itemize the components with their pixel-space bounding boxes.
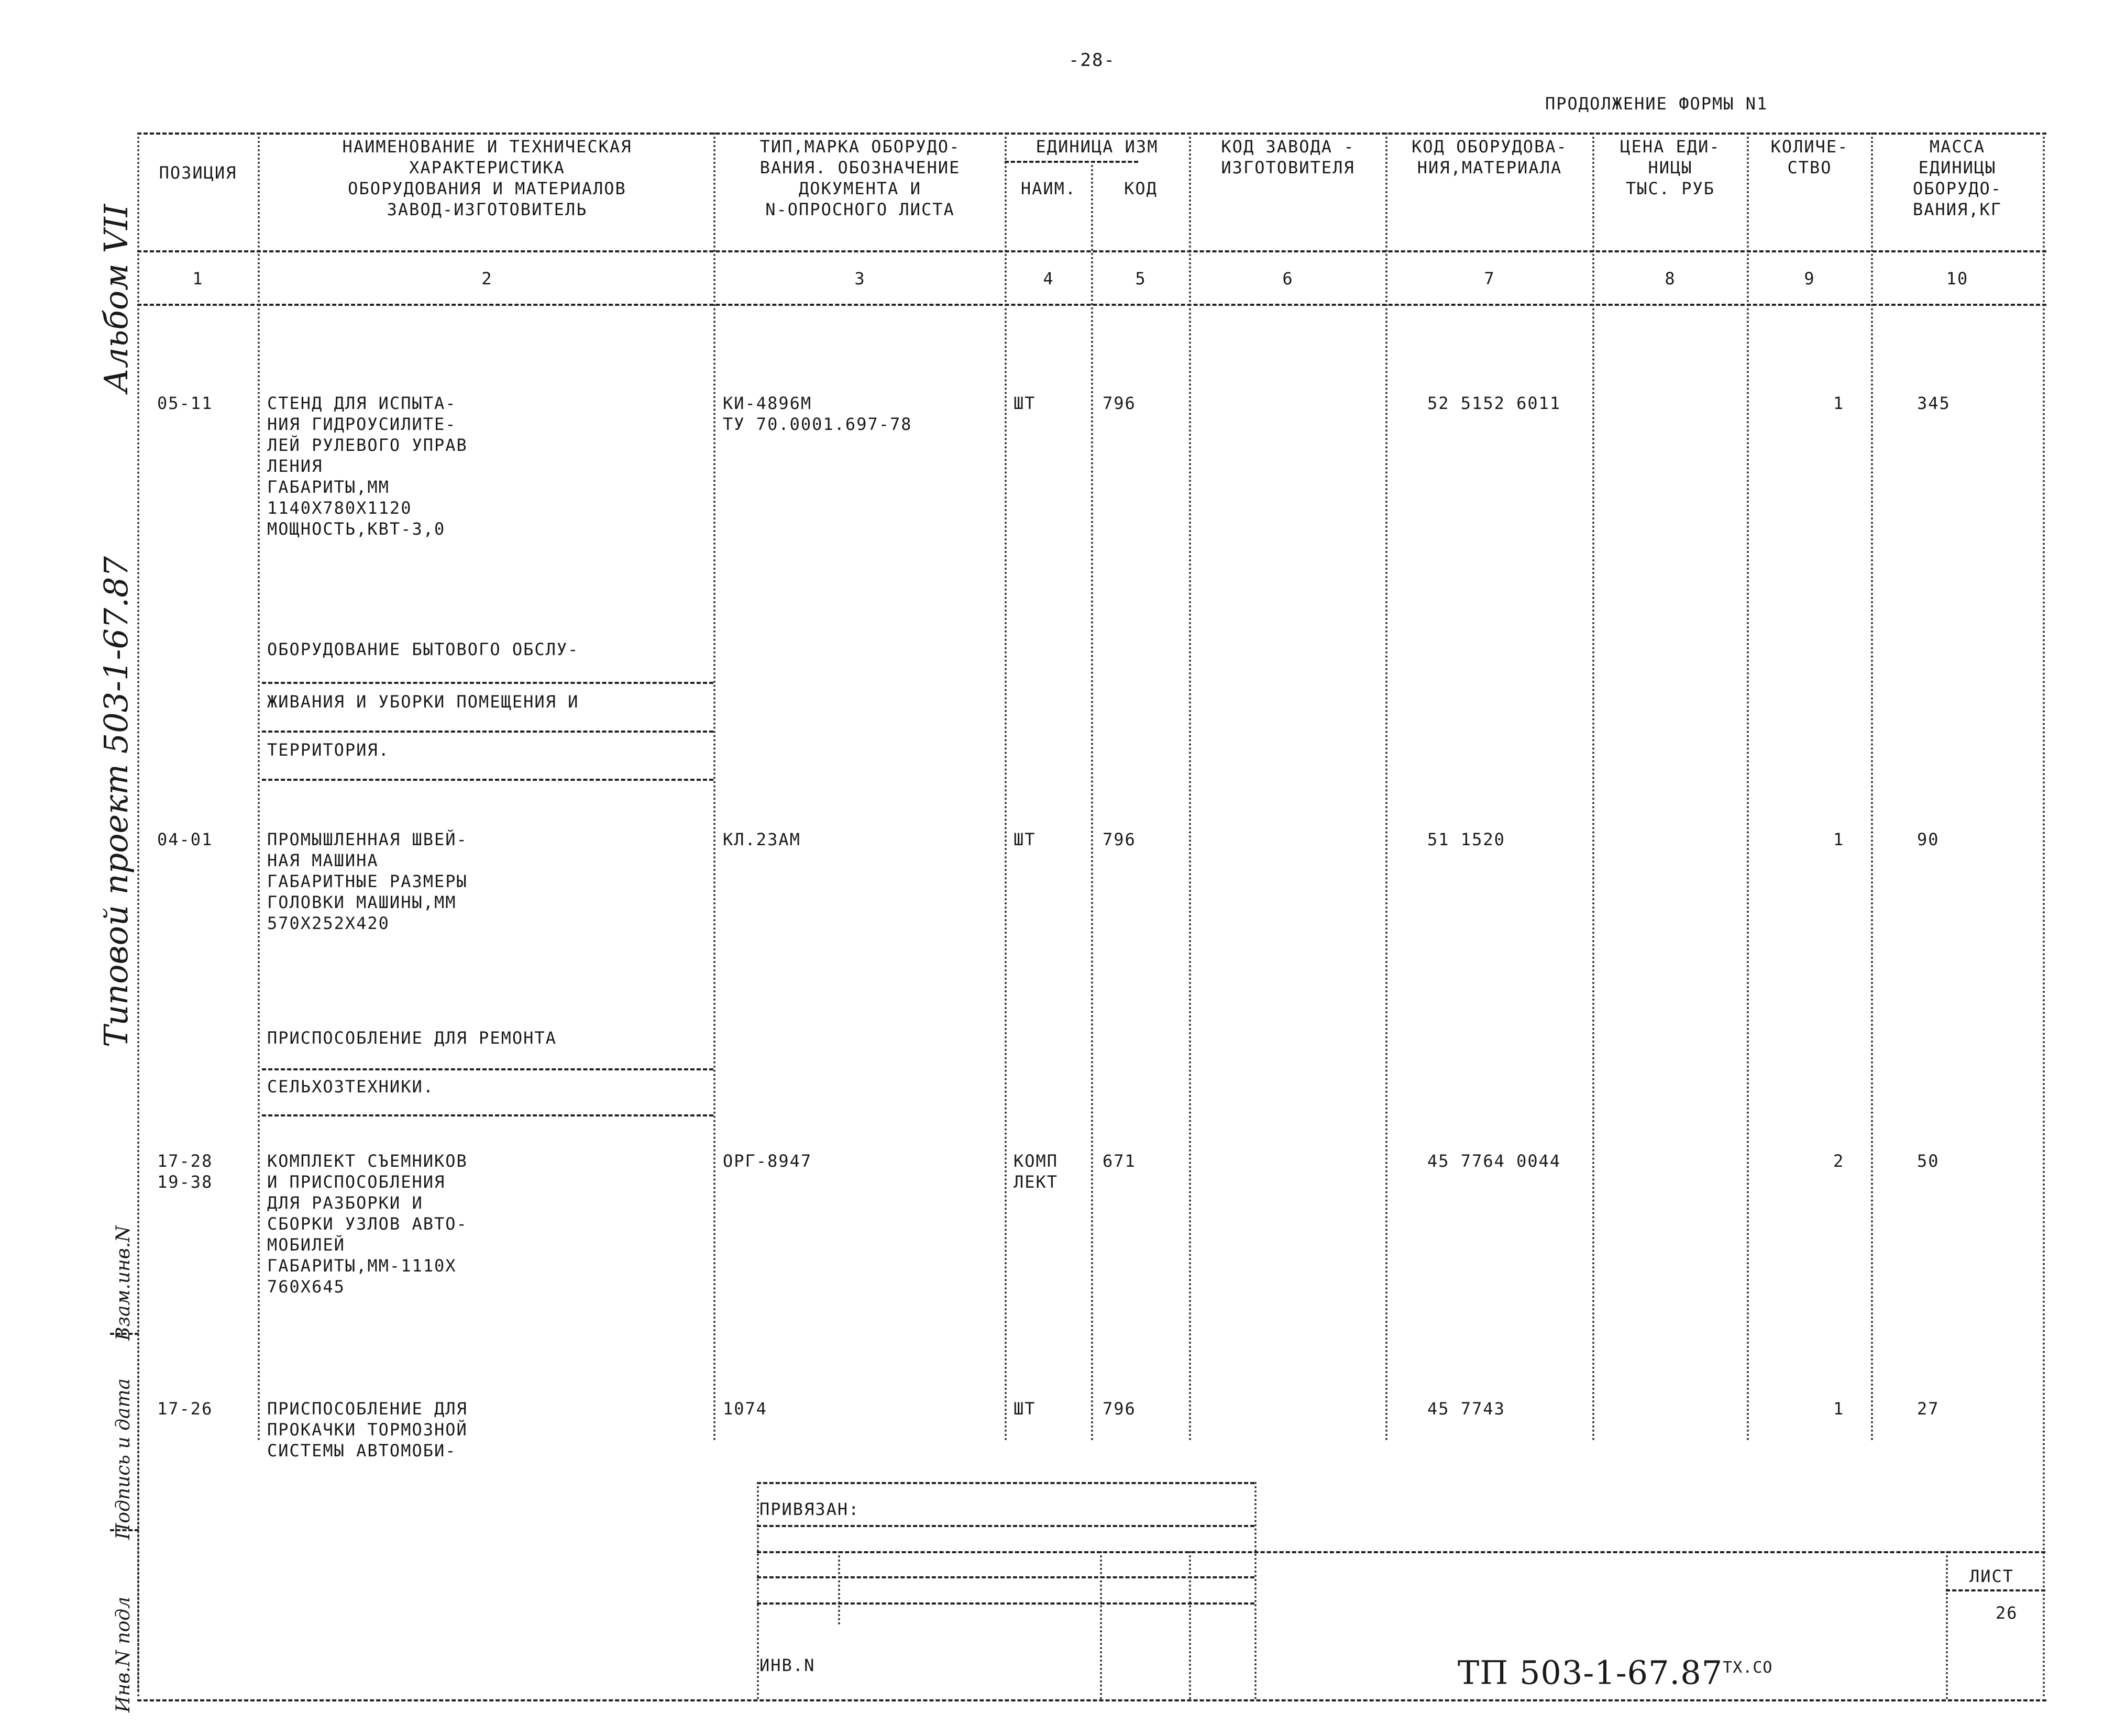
header-unit: ЕДИНИЦА ИЗМ bbox=[1036, 137, 1159, 157]
colnum-3: 3 bbox=[854, 269, 866, 289]
colnum-10: 10 bbox=[1946, 269, 1969, 289]
section-line: ТЕРРИТОРИЯ. bbox=[267, 740, 390, 760]
section-rule bbox=[262, 1068, 713, 1070]
row-mass: 90 bbox=[1917, 830, 1940, 849]
side-album-label: Альбом VII bbox=[97, 204, 135, 393]
title-block-sep bbox=[1100, 1551, 1102, 1699]
colnum-2: 2 bbox=[481, 269, 493, 289]
col-sep-2 bbox=[713, 132, 715, 1442]
header-position: ПОЗИЦИЯ bbox=[159, 163, 237, 183]
section-line: ЖИВАНИЯ И УБОРКИ ПОМЕЩЕНИЯ И bbox=[267, 692, 579, 712]
row-position: 04-01 bbox=[157, 830, 213, 849]
document-code-main: ТП 503-1-67.87 bbox=[1457, 1653, 1723, 1692]
title-block-sep bbox=[1946, 1551, 1948, 1699]
col-sep-4 bbox=[1091, 161, 1093, 1442]
row-unit-code: 671 bbox=[1103, 1151, 1136, 1171]
section-line: ПРИСПОСОБЛЕНИЕ ДЛЯ РЕМОНТА bbox=[267, 1028, 557, 1048]
row-unit: ШТ bbox=[1014, 830, 1036, 849]
row-unit: ШТ bbox=[1014, 393, 1036, 413]
row-position: 17-26 bbox=[157, 1399, 213, 1419]
title-block-sep bbox=[757, 1482, 759, 1699]
header-mass: МАССА ЕДИНИЦЫ ОБОРУДО- ВАНИЯ,КГ bbox=[1912, 137, 2002, 219]
row-quantity: 1 bbox=[1833, 393, 1845, 413]
side-stamp-signature: Подпись и дата bbox=[113, 1378, 134, 1540]
row-equipment-code: 52 5152 6011 bbox=[1427, 393, 1561, 413]
col-sep-3 bbox=[1005, 132, 1007, 1442]
title-block-sep bbox=[1189, 1551, 1191, 1699]
stamp-divider-1 bbox=[110, 1333, 139, 1335]
row-unit: ШТ bbox=[1014, 1399, 1036, 1419]
attached-label: ПРИВЯЗАН: bbox=[759, 1499, 860, 1519]
stamp-divider-2 bbox=[110, 1529, 139, 1531]
col-sep-0 bbox=[137, 132, 139, 1698]
col-sep-9 bbox=[1871, 132, 1873, 1442]
section-rule bbox=[262, 731, 713, 733]
row-mass: 50 bbox=[1917, 1151, 1940, 1171]
sheet-label: ЛИСТ bbox=[1969, 1566, 2014, 1586]
section-line: ОБОРУДОВАНИЕ БЫТОВОГО ОБСЛУ- bbox=[267, 639, 579, 659]
page-number: -28- bbox=[1068, 50, 1116, 71]
document-code-suffix: ТХ.СО bbox=[1723, 1658, 1773, 1677]
title-block-sep bbox=[1254, 1482, 1257, 1699]
title-block-top-rule bbox=[757, 1482, 1254, 1484]
row-equipment-code: 51 1520 bbox=[1427, 830, 1505, 849]
col-sep-1 bbox=[258, 132, 260, 1442]
row-type: КЛ.23АМ bbox=[723, 830, 801, 849]
colnum-8: 8 bbox=[1665, 269, 1676, 289]
row-name: СТЕНД ДЛЯ ИСПЫТА- НИЯ ГИДРОУСИЛИТЕ- ЛЕЙ РУЛЕВОГО УПРАВ ЛЕНИЯ ГАБАРИТЫ,ММ 1140X780X1120 МОЩНОСТЬ,КВТ-3,0 bbox=[267, 393, 468, 539]
col-sep-5 bbox=[1189, 132, 1191, 1442]
title-block-rule bbox=[757, 1525, 1254, 1527]
row-name: ПРОМЫШЛЕННАЯ ШВЕЙ- НАЯ МАШИНА ГАБАРИТНЫЕ РАЗМЕРЫ ГОЛОВКИ МАШИНЫ,ММ 570X252X420 bbox=[267, 830, 468, 933]
colnum-6: 6 bbox=[1282, 269, 1294, 289]
colnum-1: 1 bbox=[192, 269, 204, 289]
col-sep-8 bbox=[1747, 132, 1749, 1442]
sheet-number: 26 bbox=[1996, 1603, 2018, 1623]
row-position: 05-11 bbox=[157, 393, 213, 413]
row-unit-code: 796 bbox=[1103, 830, 1136, 849]
row-unit-code: 796 bbox=[1103, 1399, 1136, 1419]
section-line: СЕЛЬХОЗТЕХНИКИ. bbox=[267, 1077, 434, 1097]
document-code bbox=[1414, 1605, 1772, 1736]
row-name: ПРИСПОСОБЛЕНИЕ ДЛЯ ПРОКАЧКИ ТОРМОЗНОЙ СИСТЕМЫ АВТОМОБИ- bbox=[267, 1399, 468, 1461]
title-block-rule bbox=[757, 1576, 1254, 1578]
row-equipment-code: 45 7743 bbox=[1427, 1399, 1505, 1419]
header-quantity: КОЛИЧЕ- СТВО bbox=[1770, 137, 1849, 178]
colnum-5: 5 bbox=[1135, 269, 1147, 289]
section-rule bbox=[262, 1114, 713, 1116]
title-block-sep bbox=[838, 1551, 840, 1624]
row-quantity: 2 bbox=[1833, 1151, 1845, 1171]
row-quantity: 1 bbox=[1833, 830, 1845, 849]
header-unit-code: КОД bbox=[1124, 179, 1158, 198]
title-block-rule bbox=[757, 1551, 2045, 1553]
header-type: ТИП,МАРКА ОБОРУДО- ВАНИЯ. ОБОЗНАЧЕНИЕ ДОКУМЕНТА И N-ОПРОСНОГО ЛИСТА bbox=[759, 137, 961, 219]
col-sep-10 bbox=[2043, 132, 2045, 1698]
col-sep-7 bbox=[1592, 132, 1594, 1442]
sheet-rule bbox=[1946, 1589, 2045, 1591]
row-mass: 27 bbox=[1917, 1399, 1940, 1419]
section-rule bbox=[262, 682, 713, 684]
row-name: КОМПЛЕКТ СЪЕМНИКОВ И ПРИСПОСОБЛЕНИЯ ДЛЯ РАЗБОРКИ И СБОРКИ УЗЛОВ АВТО- МОБИЛЕЙ ГАБАРИТЫ,ММ-1110X 760X645 bbox=[267, 1151, 468, 1297]
row-unit-code: 796 bbox=[1103, 393, 1136, 413]
side-stamp-replaced: Взам.инв.N bbox=[113, 1225, 134, 1341]
header-price: ЦЕНА ЕДИ- НИЦЫ ТЫС. РУБ bbox=[1620, 137, 1721, 198]
colnum-9: 9 bbox=[1804, 269, 1815, 289]
header-equipment-code: КОД ОБОРУДОВА- НИЯ,МАТЕРИАЛА bbox=[1412, 137, 1568, 178]
row-type: 1074 bbox=[723, 1399, 768, 1419]
row-type: КИ-4896М ТУ 70.0001.697-78 bbox=[723, 393, 912, 434]
row-type: ОРГ-8947 bbox=[723, 1151, 812, 1171]
row-unit: КОМП ЛЕКТ bbox=[1014, 1151, 1059, 1192]
continuation-label: ПРОДОЛЖЕНИЕ ФОРМЫ N1 bbox=[1545, 94, 1768, 114]
side-stamp-inv: Инв.N подл bbox=[113, 1596, 134, 1712]
table-top-rule bbox=[137, 132, 2046, 135]
row-position: 17-28 19-38 bbox=[157, 1151, 213, 1192]
colnum-4: 4 bbox=[1043, 269, 1054, 289]
section-rule bbox=[262, 779, 713, 781]
row-equipment-code: 45 7764 0044 bbox=[1427, 1151, 1561, 1171]
title-block-rule bbox=[757, 1602, 1254, 1605]
header-unit-name: НАИМ. bbox=[1020, 179, 1077, 198]
row-mass: 345 bbox=[1917, 393, 1951, 413]
row-quantity: 1 bbox=[1833, 1399, 1845, 1419]
header-manufacturer-code: КОД ЗАВОДА - ИЗГОТОВИТЕЛЯ bbox=[1221, 137, 1355, 178]
unit-sub-rule bbox=[1005, 161, 1138, 163]
side-project-label: Типовой проект 503-1-67.87 bbox=[97, 556, 135, 1047]
col-sep-6 bbox=[1385, 132, 1387, 1442]
inventory-label: ИНВ.N bbox=[759, 1655, 816, 1675]
colnum-7: 7 bbox=[1484, 269, 1495, 289]
header-name: НАИМЕНОВАНИЕ И ТЕХНИЧЕСКАЯ ХАРАКТЕРИСТИКА ОБОРУДОВАНИЯ И МАТЕРИАЛОВ ЗАВОД-ИЗГОТОВИТЕЛЬ bbox=[342, 137, 632, 219]
